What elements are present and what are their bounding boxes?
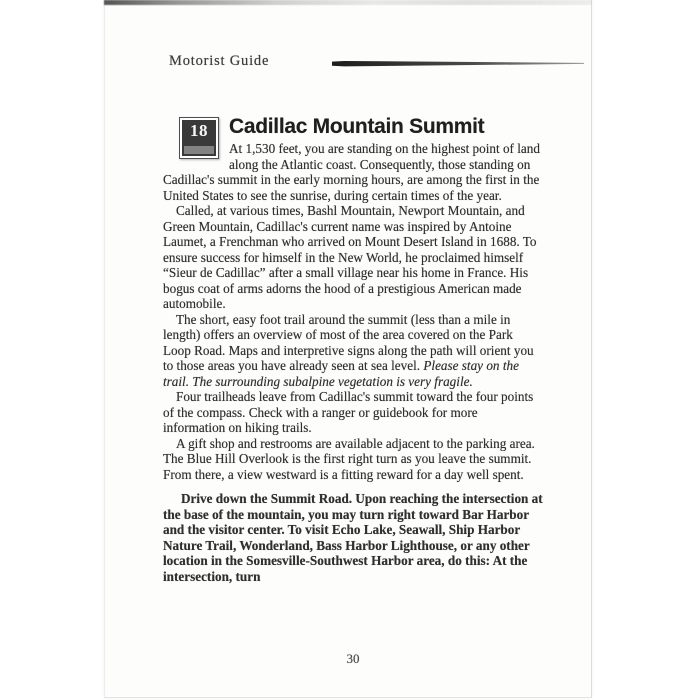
scan-artifact-top-edge [104,0,592,5]
section-title: Cadillac Mountain Summit [229,115,485,138]
running-header [169,52,549,72]
book-page [104,0,592,698]
paragraph [163,436,543,483]
text-run: Called, at various times, Bashl Mountain, Newport Mountain, and Green Mountain, Cadillac's current name was inspired by Antoine Laumet, a Frenchman who arrived on Mount Desert Island in 1688. To ensure success for himself in the New World, he proclaimed himself “Sieur de Cadillac” after a small village near his home in France. His bogus coat of arms adorns the hood of a prestigious American made automobile. [163,203,537,311]
paragraph [163,312,543,390]
section-number-plate [182,120,216,156]
badge-gray-band [184,146,214,154]
text-run: Four trailheads leave from Cadillac's summit toward the four points of the compass. Check with a ranger or guidebook for more information on hiking trails. [163,389,534,435]
page-content [163,115,543,584]
section-number-badge [163,115,229,171]
text-run: At 1,530 feet, you are standing on the highest point of land along the Atlantic coast. Consequently, those standing on Cadillac's summit in the early morning hours, are among the first in the United States to see the sunrise, during certain times of the year. [163,141,540,203]
paragraph [163,389,543,436]
body-text [163,141,543,584]
page-number: 30 [346,651,360,666]
text-run: Drive down the Summit Road. Upon reaching the intersection at the base of the mountain, you may turn right toward Bar Harbor and the visitor center. To visit Echo Lake, Seawall, Ship Harbor Nature Trail, Wonderland, Bass Harbor Lighthouse, or any other location in the Somesville-Southwest Harbor area, do this: At the intersection, turn [163,491,543,584]
running-header-title: Motorist Guide [169,53,270,69]
paragraph [163,491,543,584]
header-rule-icon [332,61,584,67]
text-run: The short, easy foot trail around the summit (less than a mile in length) offers an overview of most of the area covered on the Park Loop Road. Maps and interpretive signs along the path will orient you to those areas you have already seen at sea level. [163,311,534,373]
text-run: Please stay on the trail. The surrounding subalpine vegetation is very fragile. [163,358,519,389]
text-run: A gift shop and restrooms are available adjacent to the parking area. The Blue Hill Overlook is the first right turn as you leave the summit. From there, a view westward is a fitting reward for a day well spent. [163,435,535,482]
section-number: 18 [190,121,208,140]
paragraph [163,203,543,312]
section-number-frame [179,117,219,159]
